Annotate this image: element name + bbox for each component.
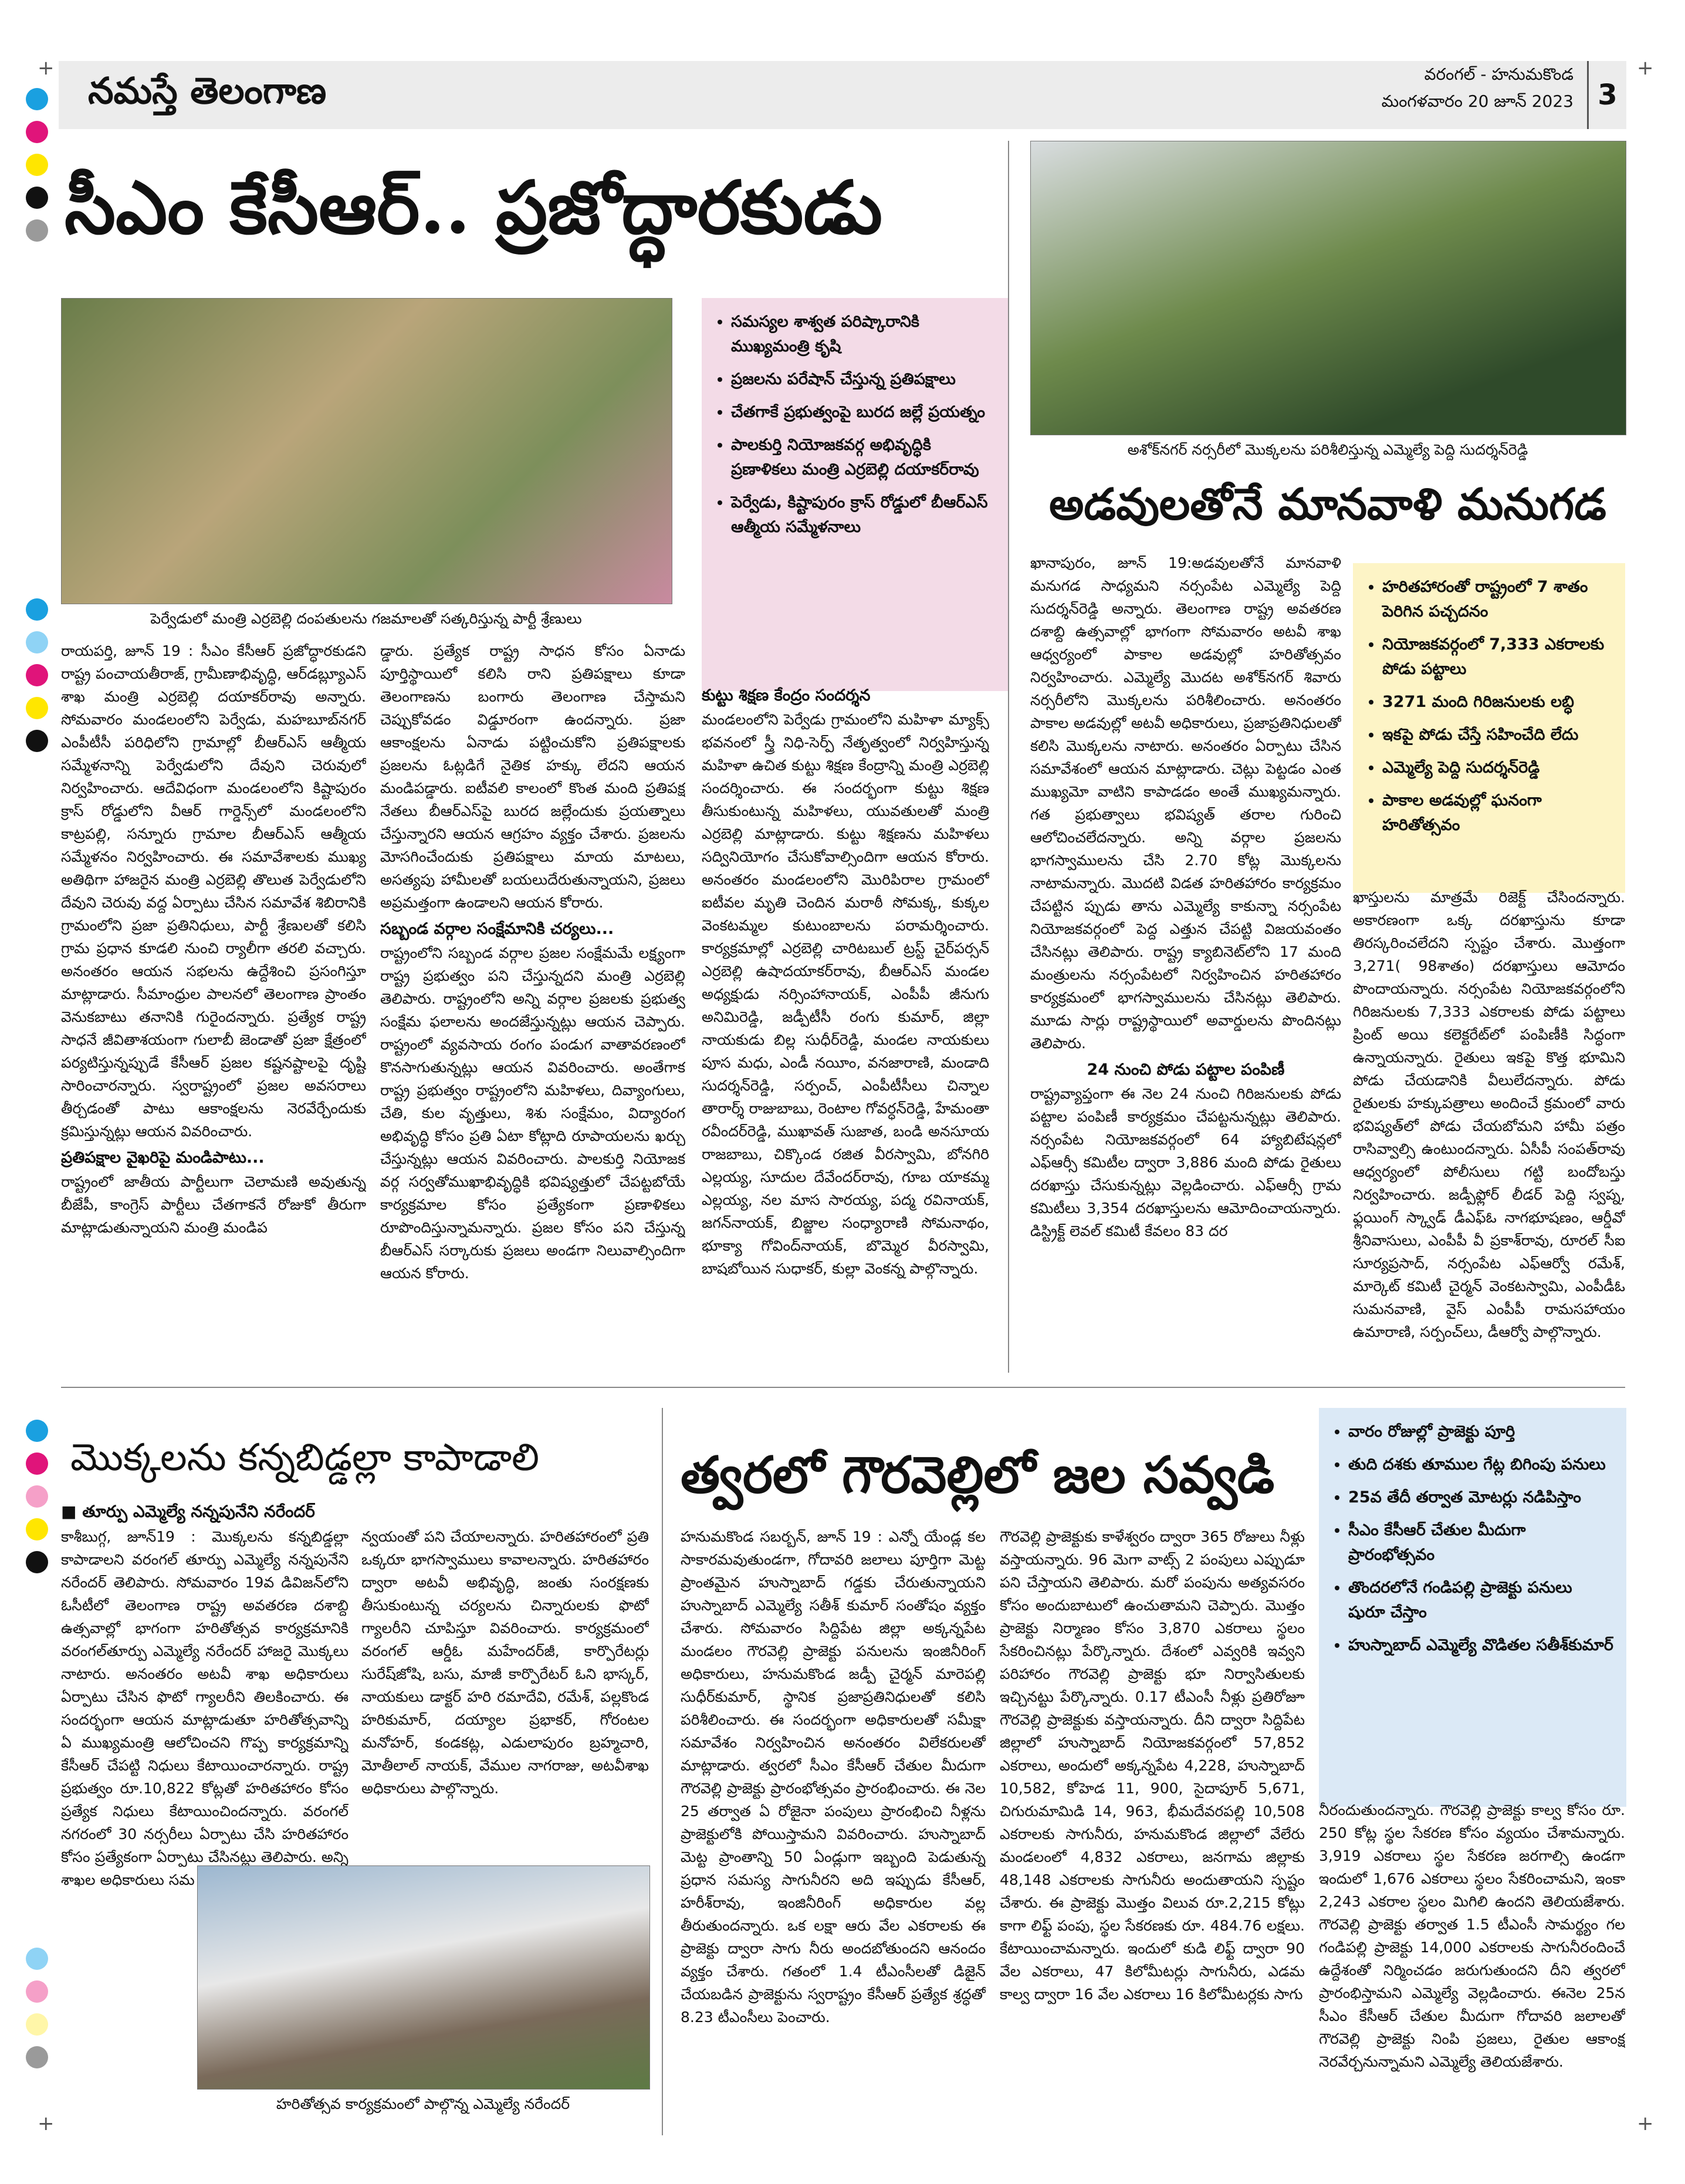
story1-headline: సీఎం కేసీఆర్.. ప్రజోద్ధారకుడు (65, 165, 883, 250)
story4-column-3 (1319, 1799, 1625, 2139)
highlight-item: • 3271 మంది గిరిజనులకు లబ్ధి (1382, 690, 1612, 715)
story1-highlights-box (702, 298, 1009, 691)
body-text: రాష్ట్రంలో జాతీయ పార్టీలుగా చెలామణి అవుతున్న బీజేపీ, కాంగ్రెస్ పార్టీలు చేతగాకనే రోజుకో తీరుగా మాట్లాడుతున్నాయని మంత్రి మండిప (61, 1173, 366, 1236)
registration-mark: + (38, 2112, 55, 2135)
story2-column-2 (1353, 886, 1625, 1373)
highlight-item: • చేతగాకే ప్రభుత్వంపై బురద జల్లే ప్రయత్నం (731, 400, 996, 425)
body-text: గౌరవెల్లి ప్రాజెక్టుకు కాళేశ్వరం ద్వారా 365 రోజులు నీళ్లు వస్తాయన్నారు. 96 మెగా వాట్స్ 2 పంపులు ఎప్పుడూ పని చేస్తాయని తెలిపారు. మరో పంపును అత్యవసరం కోసం అందుబాటులో ఉంచుతామని చెప్పారు. మొత్తం ప్రాజెక్టు నిర్మాణం కోసం 3,870 ఎకరాలు స్థలం సేకరించినట్లు పేర్కొన్నారు. దేశంలో ఎవ్వరికి ఇవ్వని పరిహారం గౌరవెల్లి ప్రాజెక్టు భూ నిర్వాసితులకు ఇచ్చినట్టు పేర్కొన్నారు. 0.17 టీఎంసీ నీళ్లు ప్రతిరోజూ గౌరవెల్లి ప్రాజెక్టుకు వస్తాయన్నారు. దీని ద్వారా సిద్దిపేట జిల్లాలో హుస్నాబాద్ నియోజకవర్గంలో 57,852 ఎకరాలు, అందులో అక్కన్నపేట 4,228, హుస్నాబాద్ 10,582, కోహెడ 11, 900, సైదాపూర్ 5,671, చిగురుమామిడి 14, 963, భీమదేవరపల్లి 10,508 ఎకరాలకు సాగునీరు, హనుమకొండ జిల్లాలో వేలేరు మండలంలో 4,832 ఎకరాలు, జనగామ జిల్లాకు 48,148 ఎకరాలకు సాగునీరు అందుతాయని స్పష్టం చేశారు. ఈ ప్రాజెక్టు మొత్తం విలువ రూ.2,215 కోట్లు కాగా లిఫ్ట్ పంపు, స్థల సేకరణకు రూ. 484.76 లక్షలు. కేటాయించామన్నారు. ఇందులో కుడి లిఫ్ట్ ద్వారా 90 వేల ఎకరాలు, 47 కిలోమీటర్లు సాగునీరు, ఎడమ కాల్వ ద్వారా 16 వేల ఎకరాలు 16 కిలోమీటర్లకు సాగు (1000, 1528, 1305, 2003)
story4-column-2 (1000, 1525, 1305, 2135)
story3-photo-caption: హరితోత్సవ కార్యక్రమంలో పాల్గొన్న ఎమ్మెల్యే నరేందర్ (276, 2095, 570, 2112)
story1-photo (61, 298, 672, 604)
section-divider (61, 1387, 1625, 1388)
registration-mark: + (1637, 2112, 1654, 2135)
column-divider (662, 1408, 663, 2135)
highlight-item: • ఎమ్మెల్యే పెద్ది సుదర్శన్‌రెడ్డి (1382, 756, 1612, 780)
subheading: సబ్బండ వర్గాల సంక్షేమానికి చర్యలు... (380, 920, 614, 938)
subheading: కుట్టు శిక్షణ కేంద్రం సందర్శన (702, 686, 871, 705)
body-text: మండలంలోని పెర్వేడు గ్రామంలోని మహిళా మ్యాక్స్ భవనంలో స్త్రీ నిధి-సెర్ప్ నేతృత్వంలో నిర్వహిస్తున్న మహిళా ఉచిత కుట్టు శిక్షణ కేంద్రాన్ని మంత్రి ఎర్రబెల్లి సందర్శించారు. ఈ సందర్భంగా కుట్టు శిక్షణ తీసుకుంటున్న మహిళలు, యువతులతో మంత్రి ఎర్రబెల్లి మాట్లాడారు. కుట్టు శిక్షణను మహిళలు సద్వినియోగం చేసుకోవాల్సిందిగా ఆయన కోరారు. అనంతరం మండలంలోని మొరిపిరాల గ్రామంలో ఐటీవల మృతి చెందిన మరాఠీ సోమక్క, కుక్కల వెంకటమ్మల కుటుంబాలను పరామర్శించారు. కార్యక్రమాల్లో ఎర్రబెల్లి చారిటబుల్ ట్రస్ట్ చైర్‌పర్సన్ ఎర్రబెల్లి ఉషాదయాకర్‌రావు, బీఆర్‌ఎస్ మండల అధ్యక్షుడు నర్సింహానాయక్, ఎంపీపీ జీనుగు అనిమిరెడ్డి, జడ్పీటీసీ రంగు కుమార్, జిల్లా నాయకుడు బిల్ల సుధీర్‌రెడ్డి, మండల నాయకులు పూస మధు, ఎండీ నయీం, వనజారాణి, మండాది సుదర్శన్‌రెడ్డి, సర్పంచ్, ఎంపీటీసీలు చిన్నాల తారార్శ్ రాజుబాబు, రెంటాల గోవర్ధన్‌రెడ్డి, హేమంతా రవీందర్‌రెడ్డి, ముఖావత్ సుజాత, బండి అనసూయ రాజబాబు, చిక్కొండ రజిత వీరస్వామి, బోనగిరి ఎల్లయ్య, సూదుల దేవేందర్‌రావు, గూబ యాకమ్మ ఎల్లయ్య, నల మాస సారయ్య, పద్మ రవినాయక్, జగన్‌నాయక్, బిజ్జాల సంధ్యారాణి సోమనాథం, భూక్యా గోవింద్‌నాయక్, బొమ్మెర వీరస్వామి, బాషబోయిన సుధాకర్, కుల్లా వెంకన్న పాల్గొన్నారు. (702, 711, 989, 1277)
highlight-item: • 25వ తేదీ తర్వాత మోటర్లు నడిపిస్తాం (1348, 1485, 1613, 1510)
body-text: ఖానాపురం, జూన్ 19:అడవులతోనే మానవాళి మనుగడ సాధ్యమని నర్సంపేట ఎమ్మెల్యే పెద్ది సుదర్శన్‌రెడ్డి అన్నారు. తెలంగాణ రాష్ట్ర అవతరణ దశాబ్ది ఉత్సవాల్లో భాగంగా సోమవారం అటవీ శాఖ ఆధ్వర్యంలో పాకాల అడవుల్లో హరితోత్సవం నిర్వహించారు. ఎమ్మెల్యే మొదట అశోక్‌నగర్ శివారు నర్సరీలోని మొక్కలను పరిశీలించారు. అనంతరం పాకాల అడవుల్లో అటవీ అధికారులు, ప్రజాప్రతినిధులతో కలిసి మొక్కలను నాటారు. అనంతరం ఏర్పాటు చేసిన సమావేశంలో ఆయన మాట్లాడారు. చెట్లు పెట్టడం ఎంత ముఖ్యమో వాటిని కాపాడడం అంతే ముఖ్యమన్నారు. గత ప్రభుత్వాలు భవిష్యత్ తరాల గురించి ఆలోచించలేదన్నారు. అన్ని వర్గాల ప్రజలను భాగస్వాములను చేసి 2.70 కోట్ల మొక్కలను నాటామన్నారు. మొదటి విడత హరితహారం కార్యక్రమం చేపట్టిన ప్పుడు తాను ఎమ్మెల్యే కాకున్నా నర్సంపేట నియోజకవర్గంలో పెద్ద ఎత్తున చేపట్టి విజయవంతం చేసినట్లు తెలిపారు. రాష్ట్ర క్యాబినెట్‌లోని 17 మంది మంత్రులను నర్సంపేటలో నిర్వహించిన హరితహారం కార్యక్రమంలో భాగస్వాములను చేసినట్లు తెలిపారు. మూడు సార్లు రాష్ట్రస్థాయిలో అవార్డులను పొందినట్లు తెలిపారు. (1030, 554, 1341, 1052)
color-bar (26, 1948, 48, 2068)
color-bar (26, 598, 48, 752)
story1-column-3 (702, 680, 989, 1367)
story2-photo (1030, 141, 1626, 435)
story3-byline: ■ తూర్పు ఎమ్మెల్యే నన్నపునేని నరేందర్ (61, 1502, 315, 1521)
body-text: న్వయంతో పని చేయాలన్నారు. హరితహారంలో ప్రతి ఒక్కరూ భాగస్వాములు కావాలన్నారు. హరితహారం ద్వారా అటవీ అభివృద్ధి, జంతు సంరక్షణకు తీసుకుంటున్న చర్యలను చిన్నారులకు ఫొటో గ్యాలరీని చూపిస్తూ వివరించారు. కార్యక్రమంలో వరంగల్ ఆర్డీఓ మహేందర్‌జీ, కార్పొరేటర్లు సురేష్‌జోషి, బసు, మాజీ కార్పొరేటర్ ఓని భాస్కర్, నాయకులు డాక్టర్ హరి రమాదేవి, రమేశ్, పల్లకొండ హరికుమార్, దయ్యాల ప్రభాకర్, గోరంటల మనోహర్, కండకట్ల, ఎడులాపురం బ్రహ్మచారి, మోతీలాల్ నాయక్, వేముల నాగరాజు, అటవీశాఖ అధికారులు పాల్గొన్నారు. (361, 1528, 649, 1797)
highlight-item: • నియోజకవర్గంలో 7,333 ఎకరాలకు పోడు పట్టాలు (1382, 632, 1612, 682)
highlight-item: • పాకాల అడవుల్లో ఘనంగా హరితోత్సవం (1382, 788, 1612, 838)
edition-info (1382, 61, 1574, 115)
body-text: రాయపర్తి, జూన్ 19 : సీఎం కేసీఆర్ ప్రజోద్ధారకుడని రాష్ట్ర పంచాయతీరాజ్, గ్రామీణాభివృద్ధి, ఆర్‌డబ్ల్యూఎస్ శాఖ మంత్రి ఎర్రబెల్లి దయాకర్‌రావు అన్నారు. సోమవారం మండలంలోని పెర్వేడు, మహబూబ్‌నగర్ ఎంపీటీసీ పరిధిలోని గ్రామాల్లో బీఆర్‌ఎస్ ఆత్మీయ సమ్మేళనాన్ని పెర్వేడులోని దేవుని చెరువులో నిర్వహించారు. ఆదేవిధంగా మండలంలోని కిష్టాపురం క్రాస్ రోడ్డులోని వీఆర్ గార్డెన్స్‌లో మండలంలోని కాట్రపల్లి, సన్నూరు గ్రామాల బీఆర్‌ఎస్ ఆత్మీయ సమ్మేళనం నిర్వహించారు. ఈ సమావేశాలకు ముఖ్య అతిథిగా హాజరైన మంత్రి ఎర్రబెల్లి తొలుత పెర్వేడులోని దేవుని చెరువు వద్ద ఏర్పాటు చేసిన సమావేశ శిబిరానికి గ్రామంలోని ప్రజా ప్రతినిధులు, పార్టీ శ్రేణులతో కలిసి గ్రామ ప్రధాన కూడలి నుంచి ర్యాలీగా తరలి వచ్చారు. అనంతరం ఆయన సభలను ఉద్దేశించి ప్రసంగిస్తూ మాట్లాడారు. సీమాంధ్రుల పాలనలో తెలంగాణ ప్రాంతం వెనుకబాటు తనానికి గురైందన్నారు. ప్రత్యేక రాష్ట్ర సాధనే జీవితాశయంగా గులాబీ జెండాతో ప్రజా క్షేత్రంలో పర్యటిస్తున్నప్పుడే కేసీఆర్ ప్రజల కష్టనష్టాలపై దృష్టి సారించారన్నారు. స్వరాష్ట్రంలో ప్రజల అవసరాలు తీర్చడంతో పాటు ఆకాంక్షలను నెరవేర్చేందుకు క్రమిస్తున్నట్లు ఆయన వివరించారు. (61, 642, 366, 1140)
story2-highlights-box (1353, 563, 1625, 893)
registration-mark: + (38, 56, 55, 80)
highlight-item: • తొందరలోనే గండిపల్లి ప్రాజెక్టు పనులు షురూ చేస్తాం (1348, 1576, 1613, 1625)
highlight-item: • సీఎం కేసీఆర్ చేతుల మీదుగా ప్రారంభోత్సవం (1348, 1518, 1613, 1567)
color-bar (26, 1420, 48, 1573)
story3-headline: మొక్కలను కన్నబిడ్డల్లా కాపాడాలి (70, 1436, 540, 1479)
newspaper-name: నమస్తే తెలంగాణ (88, 69, 327, 112)
color-bar (26, 88, 48, 242)
body-text: ఖాస్తులను మాత్రమే రిజెక్ట్ చేసిందన్నారు. అకారణంగా ఒక్క దరఖాస్తును కూడా తిరస్కరించలేదని స్పష్టం చేశారు. మొత్తంగా 3,271( 98శాతం) దరఖాస్తులు ఆమోదం పొందాయన్నారు. నర్సంపేట నియోజకవర్గంలోని గిరిజనులకు 7,333 ఎకరాలకు పోడు పట్టాలు ప్రింట్ అయి కలెక్టరేట్‌లో పంపిణీకి సిద్ధంగా ఉన్నాయన్నారు. రైతులు ఇకపై కొత్త భూమిని పోడు చేయడానికి వీలులేదన్నారు. పోడు రైతులకు హక్కుపత్రాలు అందించే క్రమంలో వారు భవిష్యత్‌లో పోడు చేయబోమని హామీ పత్రం రాసివ్వాల్సి ఉంటుందన్నారు. ఏసీపీ సంపత్‌రావు ఆధ్వర్యంలో పోలీసులు గట్టి బందోబస్తు నిర్వహించారు. జడ్పీఫ్లోర్ లీడర్ పెద్ది స్వప్న, ఫ్లయింగ్ స్క్వాడ్ డీఎఫ్‌ఓ నాగభూషణం, ఆర్డీవో శ్రీనివాసులు, ఎంపీపీ వీ ప్రకాశ్‌రావు, రూరల్ సీఐ సూర్యప్రసాద్, నర్సంపేట ఎఫ్‌ఆర్వో రమేశ్, మార్కెట్ కమిటీ చైర్మన్ వెంకటస్వామి, ఎంపీడీఓ సుమనవాణి, వైస్ ఎంపీపీ రామసహాయం ఉమారాణి, సర్పంచ్‌లు, డీఆర్వో పాల్గొన్నారు. (1353, 889, 1625, 1340)
column-divider (1008, 141, 1009, 1373)
byline-text: తూర్పు ఎమ్మెల్యే నన్నపునేని నరేందర్ (82, 1502, 315, 1521)
highlight-item: • ఇకపై పోడు చేస్తే సహించేది లేదు (1382, 723, 1612, 747)
highlight-item: • హుస్నాబాద్ ఎమ్మెల్యే వొడితల సతీశ్‌కుమార్ (1348, 1633, 1613, 1658)
body-text: రాష్ట్రవ్యాప్తంగా ఈ నెల 24 నుంచి గిరిజనులకు పోడు పట్టాల పంపిణీ కార్యక్రమం చేపట్టనున్నట్లు తెలిపారు. నర్సంపేట నియోజకవర్గంలో 64 హ్యాబిటేషన్లలో ఎఫ్‌ఆర్సీ కమిటీల ద్వారా 3,886 మంది పోడు రైతులు దరఖాస్తు చేసుకున్నట్లు వెల్లడించారు. ఎఫ్‌ఆర్సీ గ్రామ కమిటీలు 3,354 దరఖాస్తులను ఆమోదించాయన్నారు. డిస్ట్రిక్ట్ లెవల్ కమిటీ కేవలం 83 దర (1030, 1085, 1341, 1240)
highlight-item: • ప్రజలను పరేషాన్ చేస్తున్న ప్రతిపక్షాలు (731, 367, 996, 392)
story3-photo (197, 1865, 650, 2090)
subheading: ప్రతిపక్షాల వైఖరిపై మండిపాటు... (61, 1149, 265, 1167)
body-text: రాష్ట్రంలోని సబ్బండ వర్గాల ప్రజల సంక్షేమమే లక్ష్యంగా రాష్ట్ర ప్రభుత్వం పని చేస్తున్నదని మంత్రి ఎర్రబెల్లి తెలిపారు. రాష్ట్రంలోని అన్ని వర్గాల ప్రజలకు ప్రభుత్వ సంక్షేమ ఫలాలను అందజేస్తున్నట్లు ఆయన చెప్పారు. రాష్ట్రంలో వ్యవసాయ రంగం పండుగ వాతావరణంలో కొనసాగుతున్నట్లు ఆయన వివరించారు. అంతేగాక రాష్ట్ర ప్రభుత్వం రాష్ట్రంలోని మహిళలు, దివ్యాంగులు, చేతి, కుల వృత్తులు, శిశు సంక్షేమం, విద్యారంగ అభివృద్ధి కోసం ప్రతి ఏటా కోట్లాది రూపాయలను ఖర్చు చేస్తున్నట్లు ఆయన వివరించారు. పాలకుర్తి నియోజక వర్గ సర్వతోముఖాభివృద్ధికి భవిష్యత్తులో చేపట్టబోయే కార్యక్రమాల కోసం ప్రత్యేకంగా ప్రణాళికలు రూపొందిస్తున్నామన్నారు. ప్రజల కోసం పని చేస్తున్న బీఆర్‌ఎస్ సర్కారుకు ప్రజలు అండగా నిలువాల్సిందిగా ఆయన కోరారు. (380, 944, 685, 1282)
edition-date: మంగళవారం 20 జూన్ 2023 (1381, 92, 1574, 111)
edition-name: వరంగల్ - హనుమకొండ (1424, 65, 1574, 84)
registration-mark: + (1637, 56, 1654, 80)
body-text: హనుమకొండ సబర్బన్, జూన్ 19 : ఎన్నో యేండ్ల కల సాకారమవుతుండగా, గోదావరి జలాలు పూర్తిగా మెట్ట ప్రాంతమైన హుస్నాబాద్ గడ్డకు చేరుతున్నాయని హుస్నాబాద్ ఎమ్మెల్యే సతీశ్ కుమార్ సంతోషం వ్యక్తం చేశారు. సోమవారం సిద్దిపేట జిల్లా అక్కన్నపేట మండలం గౌరవెల్లి ప్రాజెక్టు పనులను ఇంజినీరింగ్ అధికారులు, హనుమకొండ జడ్పీ చైర్మన్ మారెపల్లి సుధీర్‌కుమార్, స్థానిక ప్రజాప్రతినిధులతో కలిసి పరిశీలించారు. ఈ సందర్భంగా అధికారులతో సమీక్షా సమావేశం నిర్వహించిన అనంతరం విలేకరులతో మాట్లాడారు. త్వరలో సీఎం కేసీఆర్ చేతుల మీదుగా గౌరవెల్లి ప్రాజెక్టు ప్రారంభోత్సవం ప్రారంభించారు. ఈ నెల 25 తర్వాత ఏ రోజైనా పంపులు ప్రారంభించి నీళ్లను ప్రాజెక్టులోకి పోయిస్తామని వివరించారు. హుస్నాబాద్ మెట్ట ప్రాంతాన్ని 50 ఏండ్లుగా ఇబ్బంది పెడుతున్న ప్రధాన సమస్య సాగునీరని అది ఇప్పుడు కేసీఆర్, హరీశ్‌రావు, ఇంజినీరింగ్ అధికారుల వల్ల తీరుతుందన్నారు. ఒక లక్షా ఆరు వేల ఎకరాలకు ఈ ప్రాజెక్టు ద్వారా సాగు నీరు అందబోతుందని ఆనందం వ్యక్తం చేశారు. గతంలో 1.4 టీఎంసీలతో డిజైన్ చేయబడిన ప్రాజెక్టును స్వరాష్ట్రం కేసీఆర్ ప్రత్యేక శ్రద్ధతో 8.23 టీఎంసీలు పెంచారు. (681, 1528, 986, 2026)
story2-headline: అడవులతోనే మానవాళి మనుగడ (1049, 479, 1606, 530)
highlight-item: • పెర్వేడు, కిష్టాపురం క్రాస్ రోడ్డులో బీఆర్‌ఎస్ ఆత్మీయ సమ్మేళనాలు (731, 490, 996, 540)
page-number: 3 (1587, 61, 1626, 129)
body-text: కాశీబుగ్గ, జూన్19 : మొక్కలను కన్నబిడ్డల్లా కాపాడాలని వరంగల్ తూర్పు ఎమ్మెల్యే నన్నపునేని నరేందర్ తెలిపారు. సోమవారం 19వ డివిజన్‌లోని ఓసీటీలో తెలంగాణ రాష్ట్ర అవతరణ దశాబ్ది ఉత్సవాల్లో భాగంగా హరితోత్సవ కార్యక్రమానికి వరంగల్‌తూర్పు ఎమ్మెల్యే నరేందర్ హాజరై మొక్కలు నాటారు. అనంతరం అటవీ శాఖ అధికారులు ఏర్పాటు చేసిన ఫొటో గ్యాలరీని తిలకించారు. ఈ సందర్భంగా ఆయన మాట్లాడుతూ హరితోత్సవాన్ని ఏ ముఖ్యమంత్రి ఆలోచించని గొప్ప కార్యక్రమాన్ని కేసీఆర్ చేపట్టి నిధులు కేటాయించారన్నారు. రాష్ట్ర ప్రభుత్వం రూ.10,822 కోట్లతో హరితహారం కోసం ప్రత్యేక నిధులు కేటాయించిందన్నారు. వరంగల్ నగరంలో 30 నర్సరీలు ఏర్పాటు చేసి హరితహారం కోసం ప్రత్యేకంగా ఏర్పాటు చేసినట్లు తెలిపారు. అన్ని శాఖల అధికారులు సమ (61, 1528, 348, 1888)
body-text: డ్డారు. ప్రత్యేక రాష్ట్ర సాధన కోసం ఏనాడు పూర్తిస్థాయిలో కలిసి రాని ప్రతిపక్షాలు కూడా తెలంగాణను బంగారు తెలంగాణ చేస్తామని చెప్పుకోవడం విడ్డూరంగా ఉందన్నారు. ప్రజా ఆకాంక్షలను ఏనాడు పట్టించుకోని ప్రతిపక్షాలకు ప్రజలను ఓట్లడిగే నైతిక హక్కు లేదని ఆయన మండిపడ్డారు. ఐటీవలి కాలంలో కొంత మంది ప్రతిపక్ష నేతలు బీఆర్‌ఎస్‌పై బురద జల్లేందుకు ప్రయత్నాలు చేస్తున్నారని ఆయన ఆగ్రహం వ్యక్తం చేశారు. ప్రజలను మోసగించేందుకు ప్రతిపక్షాలు మాయ మాటలు, అసత్యపు హామీలతో బయలుదేరుతున్నాయని, ప్రజలు అప్రమత్తంగా ఉండాలని ఆయన కోరారు. (380, 642, 685, 911)
subheading: 24 నుంచి పోడు పట్టాల పంపిణీ (1087, 1061, 1285, 1079)
story1-photo-caption: పెర్వేడులో మంత్రి ఎర్రబెల్లి దంపతులను గజమాలతో సత్కరిస్తున్న పార్టీ శ్రేణులు (150, 610, 582, 627)
story1-column-2 (380, 639, 685, 1367)
story4-column-1 (681, 1525, 986, 2135)
highlight-item: • హరితహారంతో రాష్ట్రంలో 7 శాతం పెరిగిన పచ్చదనం (1382, 575, 1612, 624)
body-text: నీరందుతుందన్నారు. గౌరవెల్లి ప్రాజెక్టు కాల్వ కోసం రూ. 250 కోట్ల స్థల సేకరణ కోసం వ్యయం చేశామన్నారు. 3,919 ఎకరాలు స్థల సేకరణ జరగాల్సి ఉండగా ఇందులో 1,676 ఎకరాలు స్థలం సేకరించామని, ఇంకా 2,243 ఎకరాల స్థలం మిగిలి ఉందని తెలియజేశారు. గౌరవెల్లి ప్రాజెక్టు తర్వాత 1.5 టీఎంసీ సామర్థ్యం గల గండిపల్లి ప్రాజెక్టు 14,000 ఎకరాలకు సాగునీరందించే ఉద్దేశంతో నిర్మించడం జరుగుతుందని దీని త్వరలో ప్రారంభిస్తామని ఎమ్మెల్యే వెల్లడించారు. ఈనెల 25న సీఎం కేసీఆర్ చేతుల మీదుగా గోదావరి జలాలతో గౌరవెల్లి ప్రాజెక్టు నింపి ప్రజలు, రైతుల ఆకాంక్ష నెరవేర్చనున్నామని ఎమ్మెల్యే తెలియజేశారు. (1319, 1802, 1625, 2070)
story3-column-2 (361, 1525, 649, 1854)
highlight-item: • సమస్యల శాశ్వత పరిష్కారానికి ముఖ్యమంత్రి కృషి (731, 310, 996, 359)
highlight-item: • తుది దశకు తూముల గేట్ల బిగింపు పనులు (1348, 1452, 1613, 1477)
highlight-item: • పాలకుర్తి నియోజకవర్గ అభివృద్ధికి ప్రణాళికలు మంత్రి ఎర్రబెల్లి దయాకర్‌రావు (731, 433, 996, 482)
story1-column-1 (61, 639, 366, 1367)
story2-photo-caption: అశోక్‌నగర్ నర్సరీలో మొక్కలను పరిశీలిస్తున్న ఎమ్మెల్యే పెద్ది సుదర్శన్‌రెడ్డి (1127, 441, 1528, 458)
highlight-item: • వారం రోజుల్లో ప్రాజెక్టు పూర్తి (1348, 1420, 1613, 1444)
story4-headline: త్వరలో గౌరవెల్లిలో జల సవ్వడి (681, 1445, 1275, 1505)
story2-column-1 (1030, 551, 1341, 1373)
story4-highlights-box (1319, 1408, 1626, 1807)
